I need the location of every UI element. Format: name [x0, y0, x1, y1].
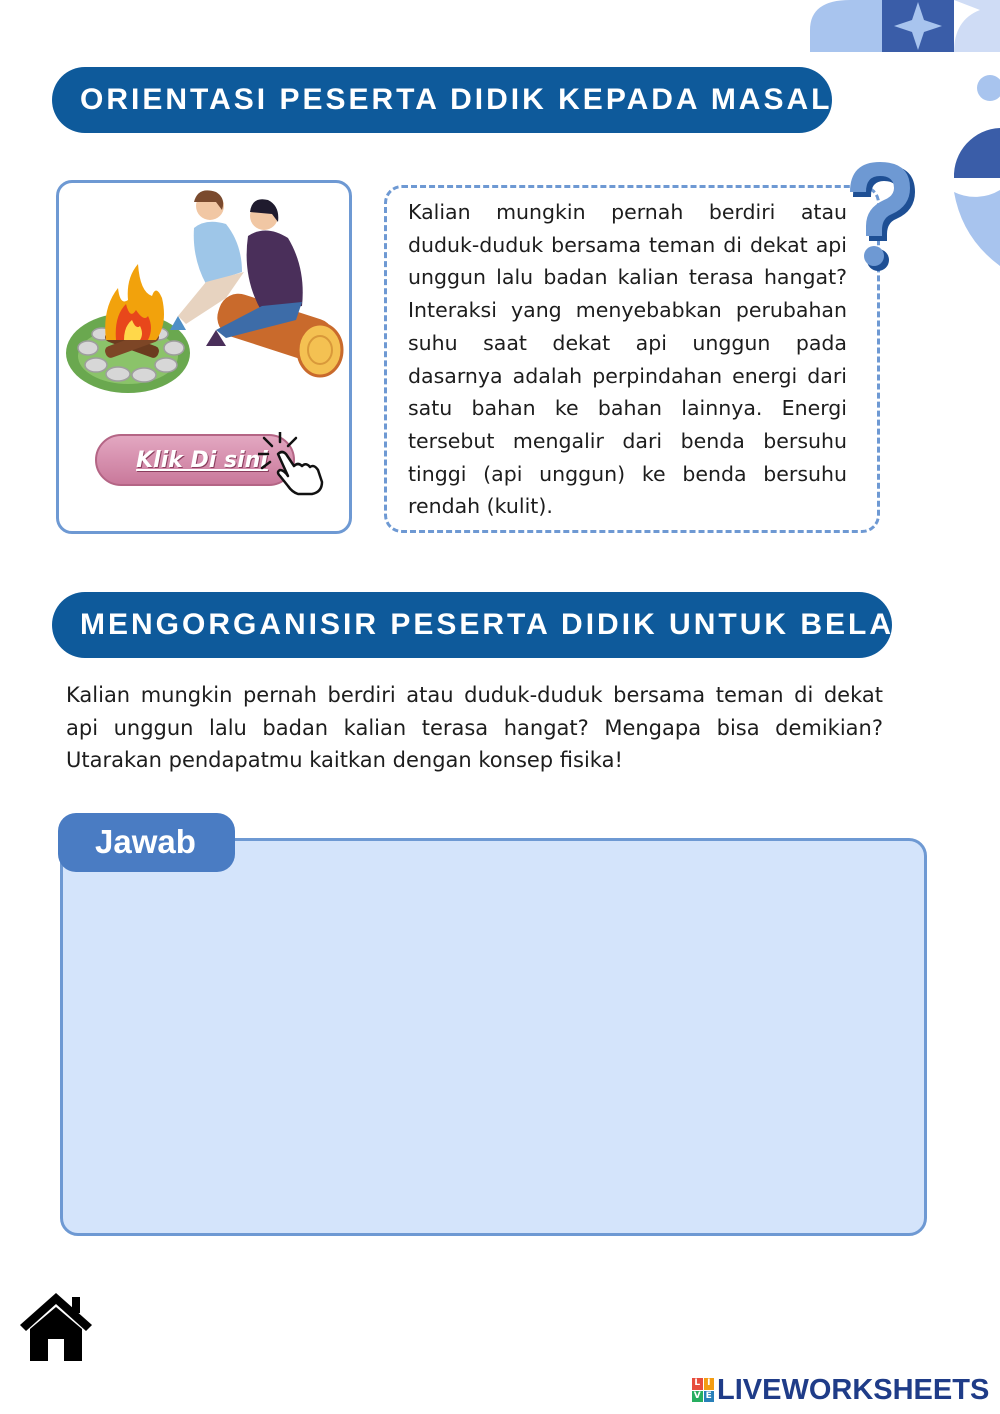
- answer-label-tab: Jawab: [58, 813, 235, 872]
- corner-decoration: [810, 0, 1000, 52]
- pointer-hand-icon: [258, 432, 328, 496]
- answer-textarea[interactable]: [60, 838, 927, 1236]
- section-title-mengorganisir: MENGORGANISIR PESERTA DIDIK UNTUK BELAJAR: [52, 592, 892, 658]
- question-mark-icon: [840, 160, 924, 276]
- liveworksheets-logo: [692, 1373, 989, 1407]
- section-title-orientasi: ORIENTASI PESERTA DIDIK KEPADA MASALAH: [52, 67, 832, 133]
- liveworksheets-mark: L I V E: [692, 1378, 714, 1402]
- campfire-illustration: [66, 188, 346, 418]
- side-decoration: [950, 70, 1000, 270]
- click-here-button[interactable]: Klik Di sini: [95, 434, 295, 486]
- home-icon[interactable]: [18, 1289, 94, 1363]
- brand-name: LIVEWORKSHEETS: [717, 1373, 990, 1406]
- question-prompt: Kalian mungkin pernah berdiri atau duduk-duduk bersama teman di dekat api unggun lalu badan kalian terasa hangat? Mengapa bisa demikian? Utarakan pendapatmu kaitkan dengan konsep fisika!: [66, 683, 883, 773]
- problem-paragraph: Kalian mungkin pernah berdiri atau duduk-duduk bersama teman di dekat api unggun lalu badan kalian terasa hangat? Interaksi yang menyebabkan perubahan suhu saat dekat api unggun pada dasarnya adalah perpindahan energi dari satu bahan ke bahan lainnya. Energi tersebut mengalir dari benda bersuhu tinggi (api unggun) ke benda bersuhu rendah (kulit).: [408, 200, 847, 519]
